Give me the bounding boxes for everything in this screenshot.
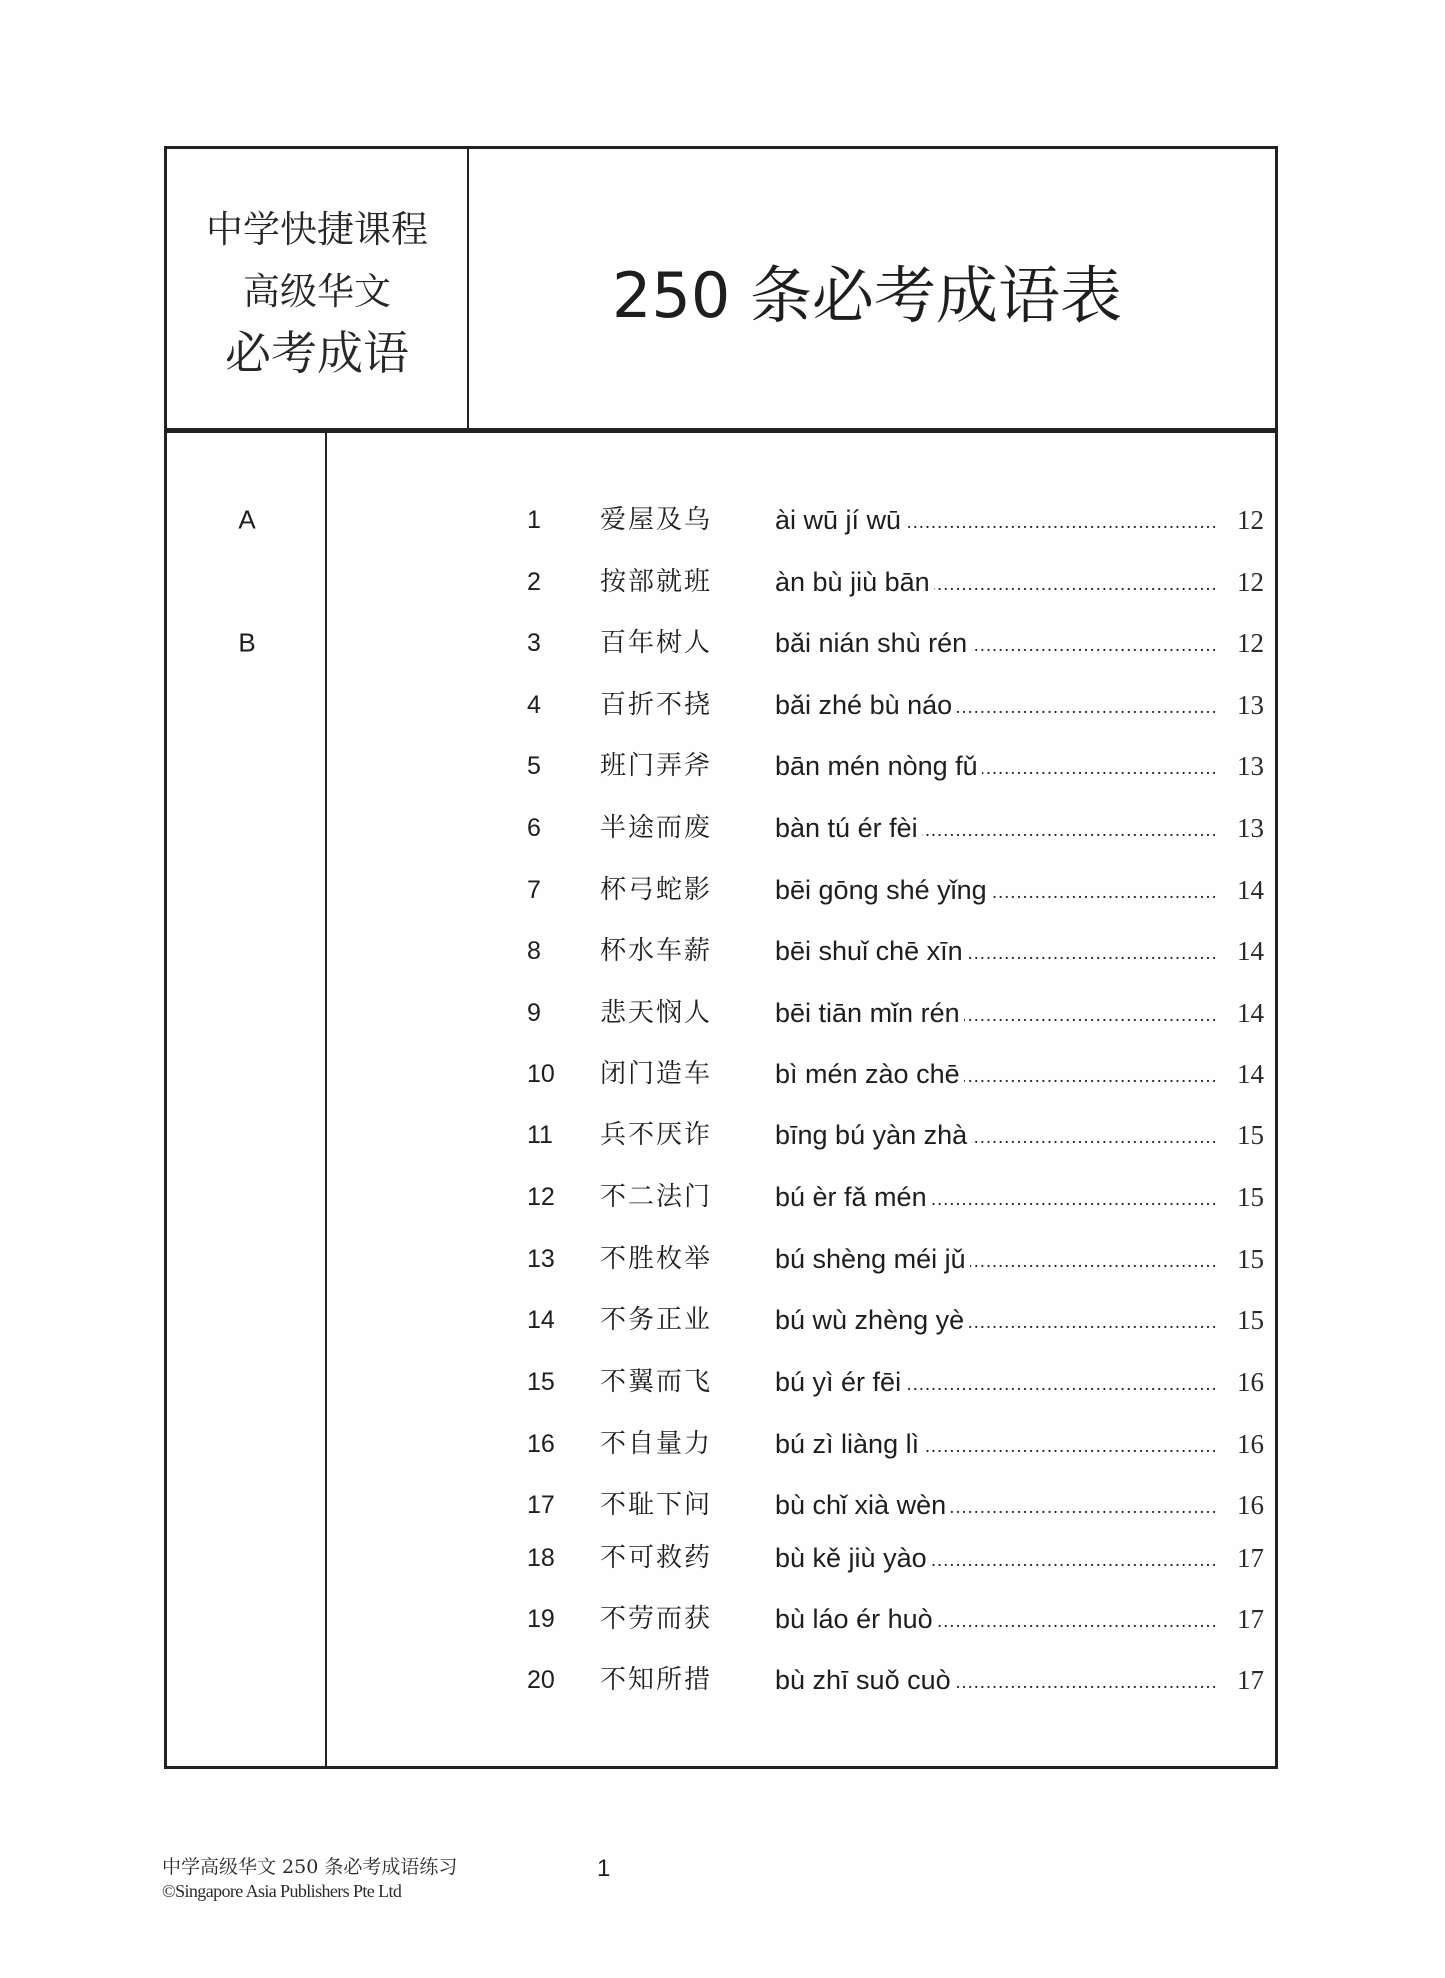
idiom-text: 不务正业	[600, 1305, 713, 1335]
idiom-text: 按部就班	[600, 567, 713, 597]
idiom-row	[327, 1660, 1275, 1700]
idiom-text: 百年树人	[600, 628, 713, 658]
pinyin-text: bēi tiān mǐn rén	[775, 998, 960, 1028]
pinyin-text: ài wū jí wū	[775, 505, 902, 535]
entry-number: 14	[527, 1306, 555, 1334]
dot-leader	[950, 1485, 1218, 1525]
entry-number: 8	[527, 937, 541, 965]
idiom-text: 不自量力	[600, 1429, 713, 1459]
entry-number: 4	[527, 691, 541, 719]
idiom-row	[327, 623, 1275, 663]
header-divider	[167, 428, 1275, 433]
page-ref: 14	[1237, 998, 1264, 1028]
dot-leader	[905, 1362, 1218, 1402]
idiom-row	[327, 1599, 1275, 1639]
entry-number: 7	[527, 876, 541, 904]
idiom-row	[327, 562, 1275, 602]
entry-number: 10	[527, 1060, 555, 1088]
page-ref: 14	[1237, 875, 1264, 905]
dot-leader	[922, 808, 1218, 848]
page-ref: 14	[1237, 936, 1264, 966]
footer-book-title: 中学高级华文 250 条必考成语练习	[162, 1856, 458, 1878]
idiom-row	[327, 993, 1275, 1033]
page-ref: 13	[1237, 690, 1264, 720]
page-number: 1	[597, 1855, 611, 1882]
idiom-row	[327, 1177, 1275, 1217]
page-ref: 12	[1237, 567, 1264, 597]
idiom-text: 半途而废	[600, 813, 713, 843]
pinyin-text: bīng bú yàn zhà	[775, 1120, 968, 1150]
dot-leader	[955, 1660, 1218, 1700]
entry-number: 9	[527, 999, 541, 1027]
pinyin-text: bù chǐ xià wèn	[775, 1490, 947, 1520]
dot-leader	[991, 870, 1218, 910]
idiom-row	[327, 1424, 1275, 1464]
page-ref: 12	[1237, 628, 1264, 658]
idiom-row	[327, 746, 1275, 786]
pinyin-text: bù kě jiù yào	[775, 1543, 927, 1573]
page-ref: 16	[1237, 1490, 1264, 1520]
entry-number: 5	[527, 752, 541, 780]
idiom-row	[327, 870, 1275, 910]
idiom-text: 杯弓蛇影	[600, 875, 713, 905]
entry-number: 12	[527, 1183, 555, 1211]
page-ref: 14	[1237, 1059, 1264, 1089]
idiom-row	[327, 1239, 1275, 1279]
series-line-course: 中学快捷课程	[206, 208, 428, 251]
series-label	[167, 149, 469, 431]
page-ref: 15	[1237, 1305, 1264, 1335]
idiom-text: 爱屋及乌	[600, 505, 713, 535]
dot-leader	[937, 1599, 1218, 1639]
pinyin-text: bǎi nián shù rén	[775, 628, 968, 658]
page-ref: 15	[1237, 1182, 1264, 1212]
entry-number: 20	[527, 1666, 555, 1694]
series-line-topic: 必考成语	[225, 326, 409, 380]
pinyin-text: bú wù zhèng yè	[775, 1305, 965, 1335]
idiom-row	[327, 808, 1275, 848]
section-letter-b: B	[238, 627, 256, 658]
pinyin-text: bǎi zhé bù náo	[775, 690, 953, 720]
section-letter-a: A	[238, 504, 256, 535]
idiom-text: 杯水车薪	[600, 936, 713, 966]
idiom-text: 不胜枚举	[600, 1244, 713, 1274]
entry-number: 16	[527, 1430, 555, 1458]
idiom-row	[327, 1362, 1275, 1402]
idiom-row	[327, 1485, 1275, 1525]
idiom-text: 百折不挠	[600, 690, 713, 720]
idiom-row	[327, 685, 1275, 725]
idiom-text: 不可救药	[600, 1543, 713, 1573]
dot-leader	[931, 1538, 1218, 1578]
pinyin-text: bú zì liàng lì	[775, 1429, 920, 1459]
idiom-row	[327, 1538, 1275, 1578]
entry-number: 13	[527, 1245, 555, 1273]
idiom-row	[327, 500, 1275, 540]
page-ref: 13	[1237, 751, 1264, 781]
entry-number: 1	[527, 506, 541, 534]
idiom-row	[327, 1115, 1275, 1155]
idiom-text: 不知所措	[600, 1665, 713, 1695]
pinyin-text: bú yì ér fēi	[775, 1367, 902, 1397]
page-ref: 15	[1237, 1120, 1264, 1150]
idiom-text: 兵不厌诈	[600, 1120, 713, 1150]
idiom-row	[327, 931, 1275, 971]
index-table	[164, 146, 1278, 1769]
pinyin-text: bù láo ér huò	[775, 1604, 933, 1634]
page-ref: 12	[1237, 505, 1264, 535]
idiom-text: 班门弄斧	[600, 751, 713, 781]
dot-leader	[968, 1300, 1218, 1340]
dot-leader	[982, 746, 1218, 786]
pinyin-text: bàn tú ér fèi	[775, 813, 918, 843]
dot-leader	[970, 1239, 1218, 1279]
idiom-text: 悲天悯人	[600, 998, 713, 1028]
dot-leader	[971, 1115, 1218, 1155]
pinyin-text: bì mén zào chē	[775, 1059, 960, 1089]
idiom-text: 不劳而获	[600, 1604, 713, 1634]
pinyin-text: bēi shuǐ chē xīn	[775, 936, 963, 966]
idiom-row	[327, 1300, 1275, 1340]
pinyin-text: bú èr fǎ mén	[775, 1182, 927, 1212]
page-ref: 15	[1237, 1244, 1264, 1274]
idiom-text: 闭门造车	[600, 1059, 713, 1089]
dot-leader	[934, 562, 1218, 602]
series-line-subject: 高级华文	[243, 270, 391, 313]
page-ref: 13	[1237, 813, 1264, 843]
dot-leader	[931, 1177, 1218, 1217]
idiom-row	[327, 1054, 1275, 1094]
idiom-text: 不二法门	[600, 1182, 713, 1212]
dot-leader	[923, 1424, 1218, 1464]
entry-number: 19	[527, 1605, 555, 1633]
entry-number: 11	[527, 1121, 553, 1149]
idiom-text: 不翼而飞	[600, 1367, 713, 1397]
dot-leader	[905, 500, 1218, 540]
idiom-text: 不耻下问	[600, 1490, 713, 1520]
entry-number: 2	[527, 568, 541, 596]
pinyin-text: bēi gōng shé yǐng	[775, 875, 987, 905]
page-ref: 16	[1237, 1367, 1264, 1397]
page-title: 250 条必考成语表	[611, 258, 1123, 332]
pinyin-text: bù zhī suǒ cuò	[775, 1665, 951, 1695]
dot-leader	[964, 1054, 1218, 1094]
dot-leader	[964, 993, 1218, 1033]
pinyin-text: àn bù jiù bān	[775, 567, 930, 597]
page-ref: 16	[1237, 1429, 1264, 1459]
entry-number: 15	[527, 1368, 555, 1396]
dot-leader	[956, 685, 1218, 725]
page-ref: 17	[1237, 1665, 1264, 1695]
pinyin-text: bú shèng méi jǔ	[775, 1244, 966, 1274]
pinyin-text: bān mén nòng fǔ	[775, 751, 978, 781]
entry-number: 18	[527, 1544, 555, 1572]
page-ref: 17	[1237, 1604, 1264, 1634]
page-ref: 17	[1237, 1543, 1264, 1573]
entry-number: 6	[527, 814, 541, 842]
footer-copyright: ©Singapore Asia Publishers Pte Ltd	[162, 1881, 402, 1901]
entry-number: 17	[527, 1491, 555, 1519]
dot-leader	[967, 931, 1218, 971]
dot-leader	[971, 623, 1218, 663]
entry-number: 3	[527, 629, 541, 657]
